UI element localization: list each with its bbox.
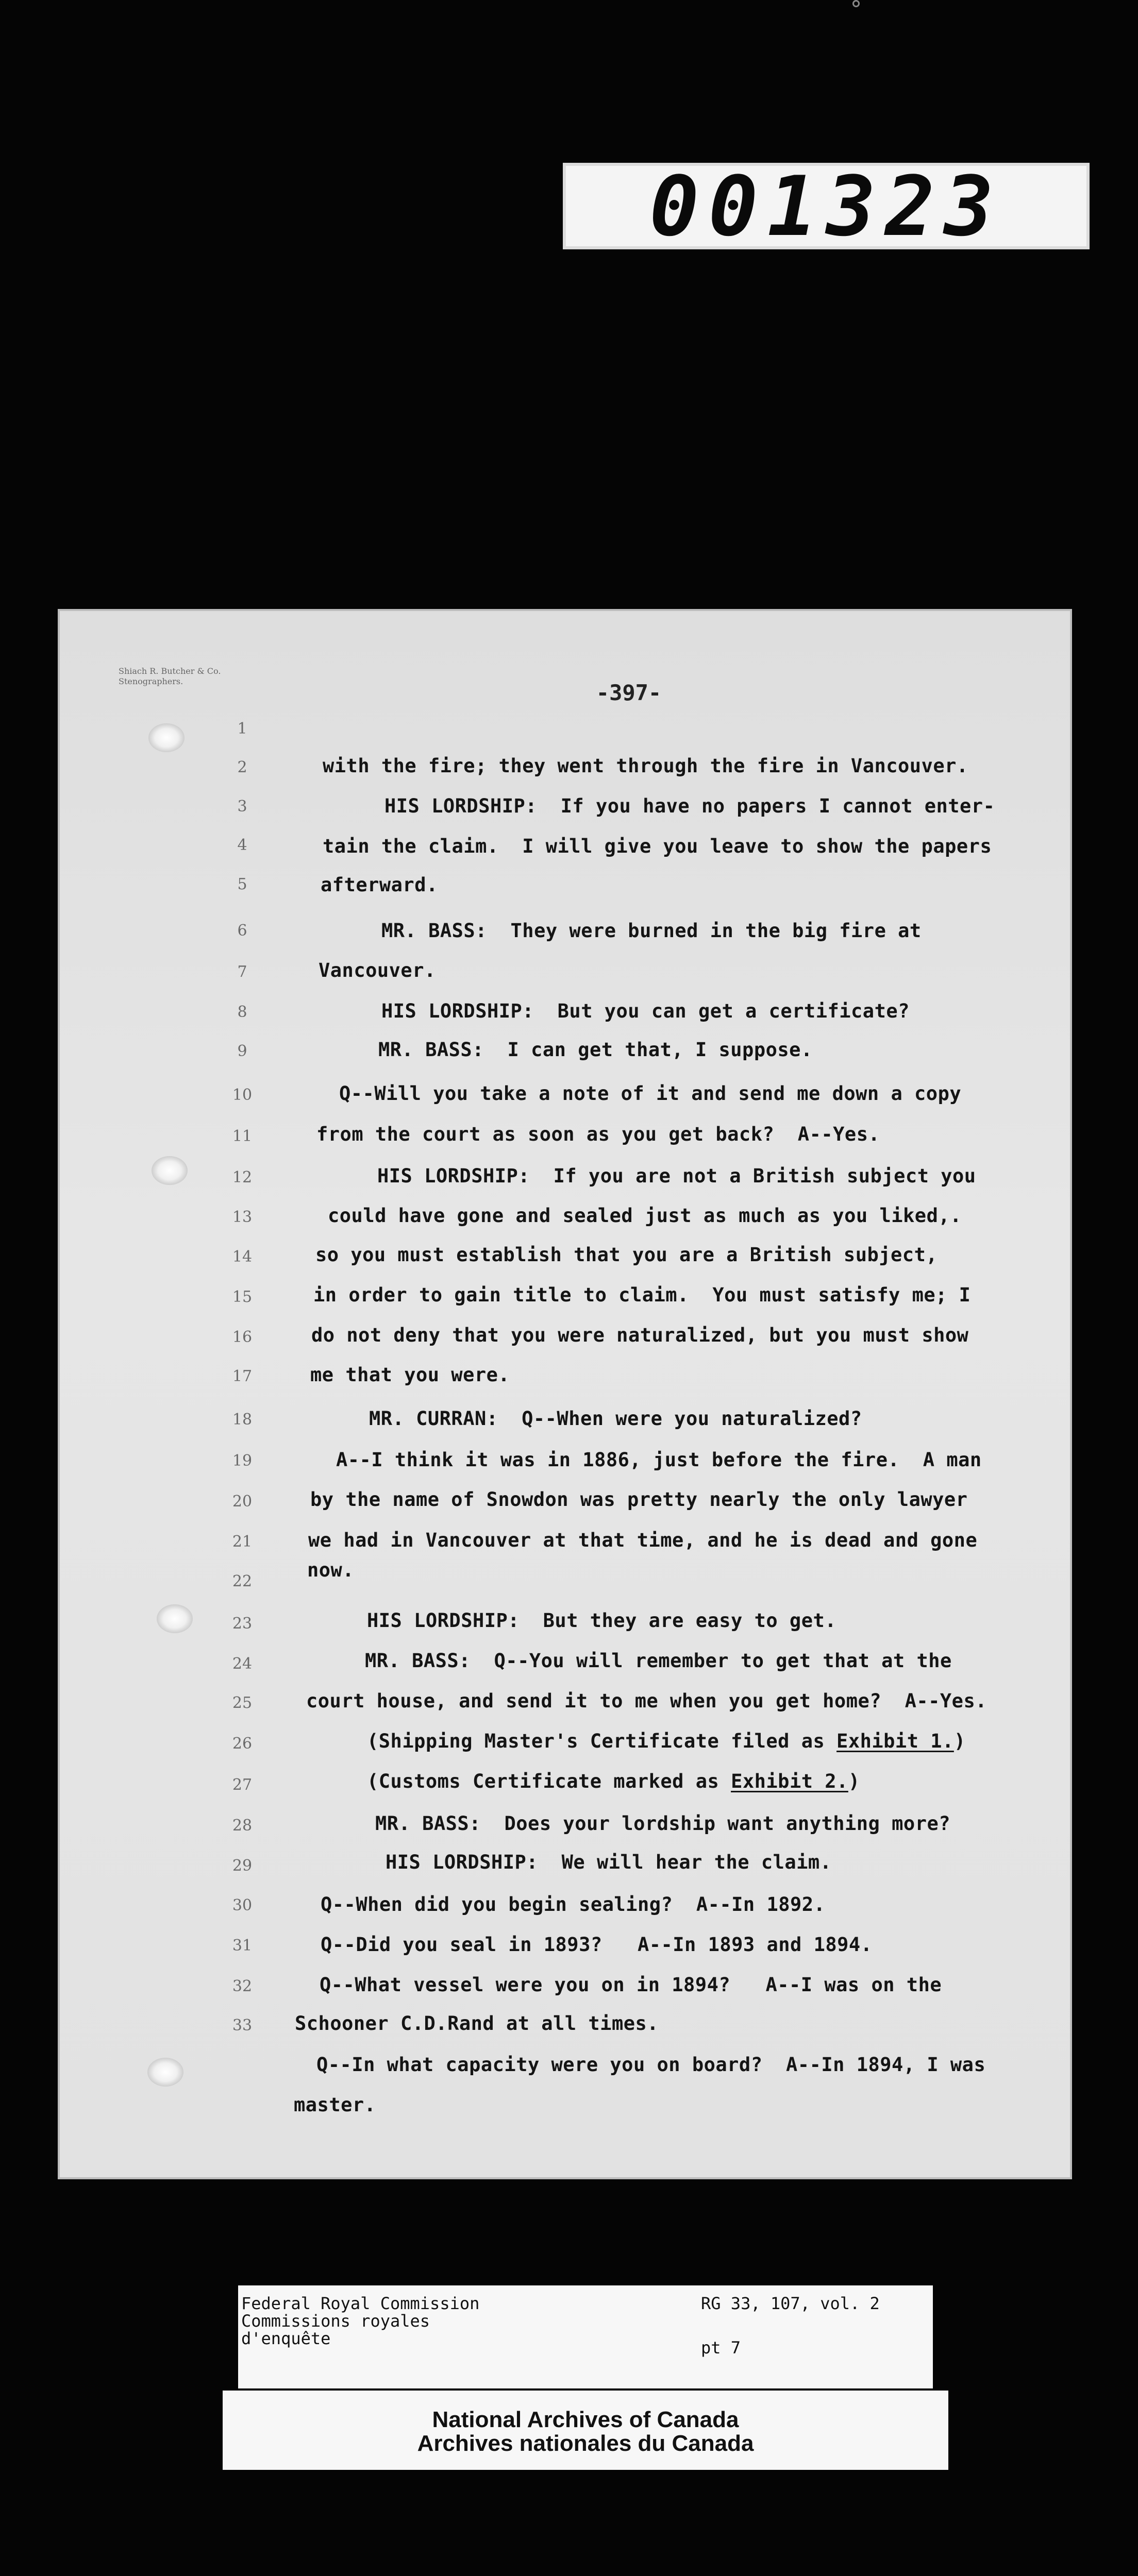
- transcript-line: tain the claim. I will give you leave to show the papers: [323, 835, 992, 857]
- line-number: 32: [232, 1977, 253, 1995]
- transcript-line: now.: [307, 1559, 355, 1581]
- transcript-line: HIS LORDSHIP: But they are easy to get.: [367, 1609, 837, 1632]
- line-number: 27: [232, 1776, 253, 1794]
- line-number: 25: [232, 1694, 253, 1712]
- archives-name-fr: Archives nationales du Canada: [417, 2431, 754, 2456]
- line-number: 19: [232, 1452, 253, 1470]
- transcript-line: MR. BASS: Does your lordship want anything more?: [375, 1812, 951, 1835]
- stenographer-firm: Shiach R. Butcher & Co.: [119, 666, 221, 676]
- transcript-line: MR. CURRAN: Q--When were you naturalized?: [369, 1408, 862, 1430]
- line-number: 14: [232, 1248, 253, 1266]
- line-number: 18: [232, 1411, 253, 1429]
- stenographer-imprint: [119, 666, 289, 687]
- exhibit-note-text: (Customs Certificate marked as: [367, 1770, 731, 1792]
- exhibit-2-label: Exhibit 2.: [731, 1770, 848, 1792]
- transcript-line: HIS LORDSHIP: But you can get a certificate?: [381, 1000, 910, 1022]
- transcript-line: from the court as soon as you get back? A--Yes.: [316, 1123, 880, 1145]
- line-number: 23: [232, 1615, 253, 1633]
- stenographer-title: Stenographers.: [119, 676, 183, 686]
- line-number: 15: [232, 1288, 253, 1306]
- exhibit-note-close: ): [848, 1770, 860, 1792]
- reference-slip: [685, 2285, 933, 2388]
- line-number: 12: [232, 1168, 253, 1187]
- transcript-line: MR. BASS: They were burned in the big fire at: [381, 920, 922, 942]
- punch-hole: [147, 2058, 183, 2087]
- collection-name-fr: Commissions royales: [241, 2311, 430, 2331]
- transcript-line: Q--Will you take a note of it and send me down a copy: [339, 1082, 962, 1105]
- exhibit-note-text: (Shipping Master's Certificate filed as: [367, 1730, 837, 1752]
- line-number: 9: [237, 1042, 247, 1060]
- transcript-line: by the name of Snowdon was pretty nearly the only lawyer: [310, 1488, 968, 1511]
- part-number: pt 7: [701, 2338, 741, 2358]
- archives-label: [223, 2391, 948, 2470]
- frame-number: [563, 158, 1090, 255]
- transcript-line: Q--Did you seal in 1893? A--In 1893 and 1894.: [321, 1934, 873, 1956]
- line-number: 8: [237, 1003, 247, 1021]
- line-number: 30: [232, 1896, 253, 1914]
- punch-hole: [148, 723, 185, 752]
- page-number: -397-: [596, 680, 662, 705]
- line-number: 16: [232, 1328, 253, 1346]
- transcript-line: HIS LORDSHIP: We will hear the claim.: [386, 1851, 832, 1873]
- line-number: 5: [237, 875, 247, 893]
- transcript-line: Q--When did you begin sealing? A--In 1892.: [321, 1893, 826, 1916]
- transcript-line: could have gone and sealed just as much as you liked,.: [328, 1205, 962, 1227]
- line-number: 17: [232, 1367, 253, 1385]
- line-number: 26: [232, 1735, 253, 1753]
- line-number: 7: [237, 963, 247, 981]
- transcript-line: Q--What vessel were you on in 1894? A--I was on the: [320, 1974, 942, 1996]
- line-number: 6: [237, 922, 247, 940]
- line-number: 22: [232, 1572, 253, 1590]
- transcript-line: MR. BASS: Q--You will remember to get that at the: [365, 1650, 952, 1672]
- transcript-line: in order to gain title to claim. You must satisfy me; I: [313, 1284, 971, 1306]
- collection-name-fr-2: d'enquête: [241, 2329, 331, 2348]
- punch-hole: [152, 1156, 188, 1185]
- transcript-line: Vancouver.: [319, 959, 436, 981]
- transcript-line: A--I think it was in 1886, just before the fire. A man: [336, 1449, 982, 1471]
- punch-hole: [157, 1604, 193, 1633]
- line-number: 20: [232, 1493, 253, 1511]
- transcript-line: Schooner C.D.Rand at all times.: [295, 2012, 659, 2035]
- line-number: 28: [232, 1817, 253, 1835]
- line-number: 1: [237, 720, 247, 738]
- line-number: 24: [232, 1655, 253, 1673]
- line-number: 2: [237, 758, 247, 776]
- transcript-line: MR. BASS: I can get that, I suppose.: [378, 1039, 813, 1061]
- frame-tick-mark: [852, 0, 860, 7]
- archives-name-en: National Archives of Canada: [432, 2407, 739, 2432]
- line-number: 11: [232, 1127, 253, 1145]
- transcript-line: me that you were.: [310, 1364, 510, 1386]
- collection-name-en: Federal Royal Commission: [241, 2294, 480, 2313]
- transcript-line: master.: [294, 2094, 376, 2116]
- exhibit-note-close: ): [953, 1730, 966, 1752]
- transcript-line: with the fire; they went through the fire in Vancouver.: [323, 755, 968, 777]
- transcript-line: do not deny that you were naturalized, but you must show: [311, 1324, 969, 1346]
- line-number: 10: [232, 1086, 253, 1104]
- record-group-reference: RG 33, 107, vol. 2: [701, 2294, 880, 2313]
- line-number: 4: [237, 836, 247, 854]
- transcript-line: we had in Vancouver at that time, and he is dead and gone: [308, 1529, 978, 1551]
- line-number: 33: [232, 2016, 253, 2035]
- transcript-line-exhibit: [367, 1730, 966, 1752]
- transcript-line: court house, and send it to me when you get home? A--Yes.: [306, 1690, 988, 1712]
- transcript-line: HIS LORDSHIP: If you have no papers I cannot enter-: [384, 795, 995, 817]
- transcript-line: HIS LORDSHIP: If you are not a British subject you: [377, 1165, 976, 1187]
- transcript-line: so you must establish that you are a British subject,: [315, 1244, 938, 1266]
- exhibit-1-label: Exhibit 1.: [836, 1730, 954, 1752]
- frame-number-text: 001323: [649, 158, 1003, 255]
- line-number: 21: [232, 1533, 253, 1551]
- collection-slip: [238, 2285, 697, 2388]
- transcript-line: Q--In what capacity were you on board? A--In 1894, I was: [316, 2054, 986, 2076]
- line-number: 3: [237, 798, 247, 816]
- transcript-line: afterward.: [321, 874, 438, 896]
- line-number: 29: [232, 1857, 253, 1875]
- line-number: 13: [232, 1208, 253, 1226]
- transcript-line-exhibit: [367, 1770, 860, 1792]
- line-number: 31: [232, 1937, 253, 1955]
